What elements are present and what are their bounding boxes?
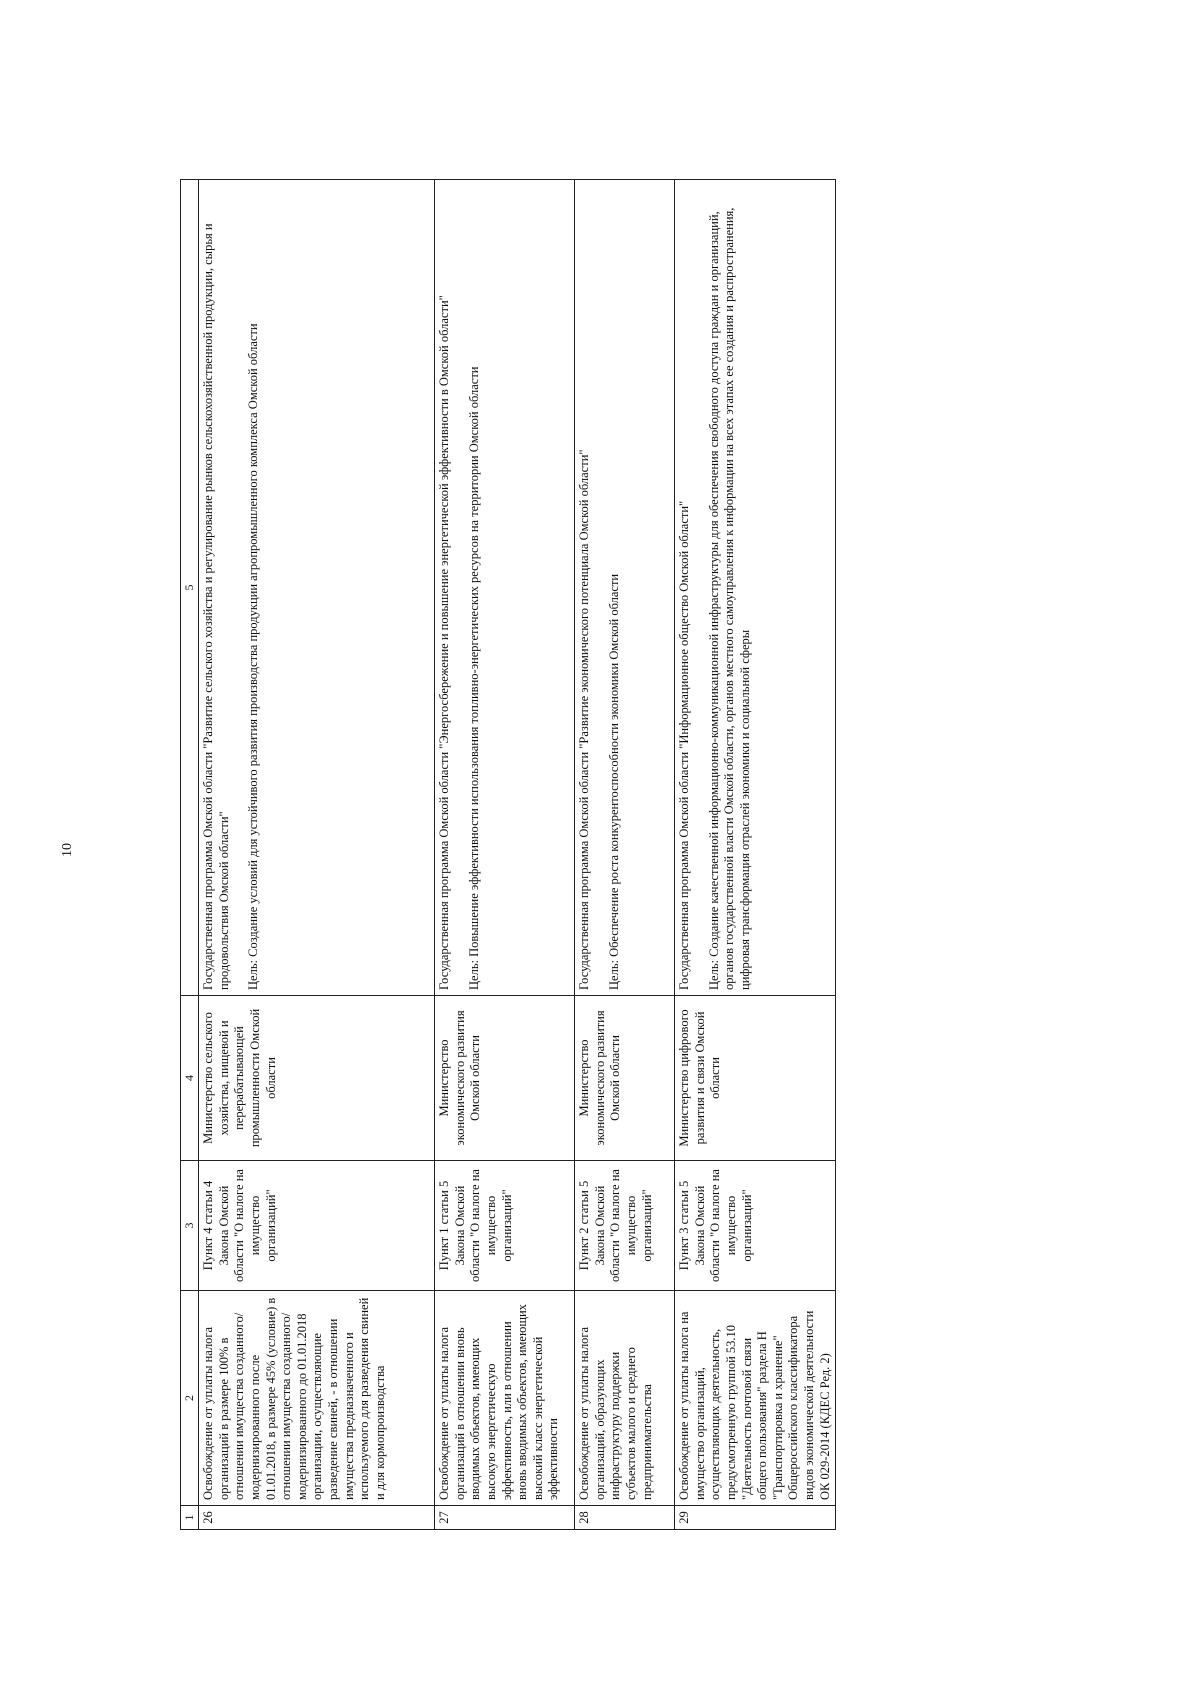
legal-basis: Пункт 1 статьи 5 Закона Омской области "О налоге на имущество организаций" (435, 1161, 575, 1291)
program-title: Государственная программа Омской области "Энергосбережение и повышение энергетической эффективности в Омской области" (437, 295, 451, 990)
benefits-table (180, 179, 836, 1530)
legal-basis: Пункт 4 статьи 4 Закона Омской области "О налоге на имущество организаций" (199, 1161, 435, 1291)
program-cell (199, 180, 435, 996)
program-goal: Цель: Создание качественной информационно-коммуникационной инфраструктуры для обеспечения свободного доступа граждан и организаций, органов государственной власти Омской области, органов местного самоуправления к информации на всех этапах ее создания и распространения, цифровая трансформация отраслей экономики и социальной сферы (706, 207, 752, 990)
row-number: 26 (199, 1506, 435, 1530)
program-goal: Цель: Создание условий для устойчивого развития производства продукции агропромышленного комплекса Омской области (246, 323, 261, 990)
program-goal: Цель: Обеспечение роста конкурентоспособности экономики Омской области (606, 573, 621, 990)
benefit-description: Освобождение от уплаты налога организаций, образующих инфраструктуру поддержки субъектов малого и среднего предпринимательства (575, 1291, 675, 1506)
ministry-name: Министерство цифрового развития и связи Омской области (675, 996, 836, 1161)
ministry-name: Министерство экономического развития Омской области (575, 996, 675, 1161)
table-row (435, 180, 575, 1530)
page-number: 10 (60, 843, 75, 857)
program-title: Государственная программа Омской области "Развитие экономического потенциала Омской области" (577, 449, 591, 990)
program-goal: Цель: Повышение эффективности использования топливно-энергетических ресурсов на территории Омской области (466, 366, 481, 990)
row-number: 29 (675, 1506, 836, 1530)
ministry-name: Министерство экономического развития Омской области (435, 996, 575, 1161)
benefit-description: Освобождение от уплаты налога на имущество организаций, осуществляющих деятельность, предусмотренную группой 53.10 "Деятельность почтовой связи общего пользования" раздела H "Транспортировка и хранение" Общероссийского классификатора видов экономической деятельности ОК 029-2014 (КДЕС Ред. 2) (675, 1291, 836, 1506)
program-title: Государственная программа Омской области "Развитие сельского хозяйства и регулирование рынков сельскохозяйственной продукции, сырья и продовольствия Омской области" (201, 223, 231, 990)
program-title: Государственная программа Омской области "Информационное общество Омской области" (677, 500, 691, 990)
benefit-description: Освобождение от уплаты налога организаций в отношении вновь вводимых объектов, имеющих высокую энергетическую эффективность, или в отношении вновь вводимых объектов, имеющих высокий класс энергетической эффективности (435, 1291, 575, 1506)
benefit-description: Освобождение от уплаты налога организаций в размере 100% в отношении имущества созданного/модернизированного после 01.01.2018, в размере 45% (условие) в отношении имущества созданного/модернизированного до 01.01.2018 организации, осуществляющие разведение свиней, - в отношении имущества предназначенного и используемого для разведения свиней и для кормопроизводства (199, 1291, 435, 1506)
table-row (675, 180, 836, 1530)
row-number: 27 (435, 1506, 575, 1530)
ministry-name: Министерство сельского хозяйства, пищевой и перерабатывающей промышленности Омской области (199, 996, 435, 1161)
header-row (181, 180, 199, 1530)
table-row (199, 180, 435, 1530)
program-cell (675, 180, 836, 996)
header-cell-4: 4 (181, 996, 199, 1161)
header-cell-2: 2 (181, 1291, 199, 1506)
header-cell-5: 5 (181, 180, 199, 996)
header-cell-3: 3 (181, 1161, 199, 1291)
program-cell (575, 180, 675, 996)
program-cell (435, 180, 575, 996)
rotated-table-container (180, 180, 830, 1530)
legal-basis: Пункт 3 статьи 5 Закона Омской области "О налоге на имущество организаций" (675, 1161, 836, 1291)
header-cell-1: 1 (181, 1506, 199, 1530)
legal-basis: Пункт 2 статьи 5 Закона Омской области "О налоге на имущество организаций" (575, 1161, 675, 1291)
table-row (575, 180, 675, 1530)
row-number: 28 (575, 1506, 675, 1530)
